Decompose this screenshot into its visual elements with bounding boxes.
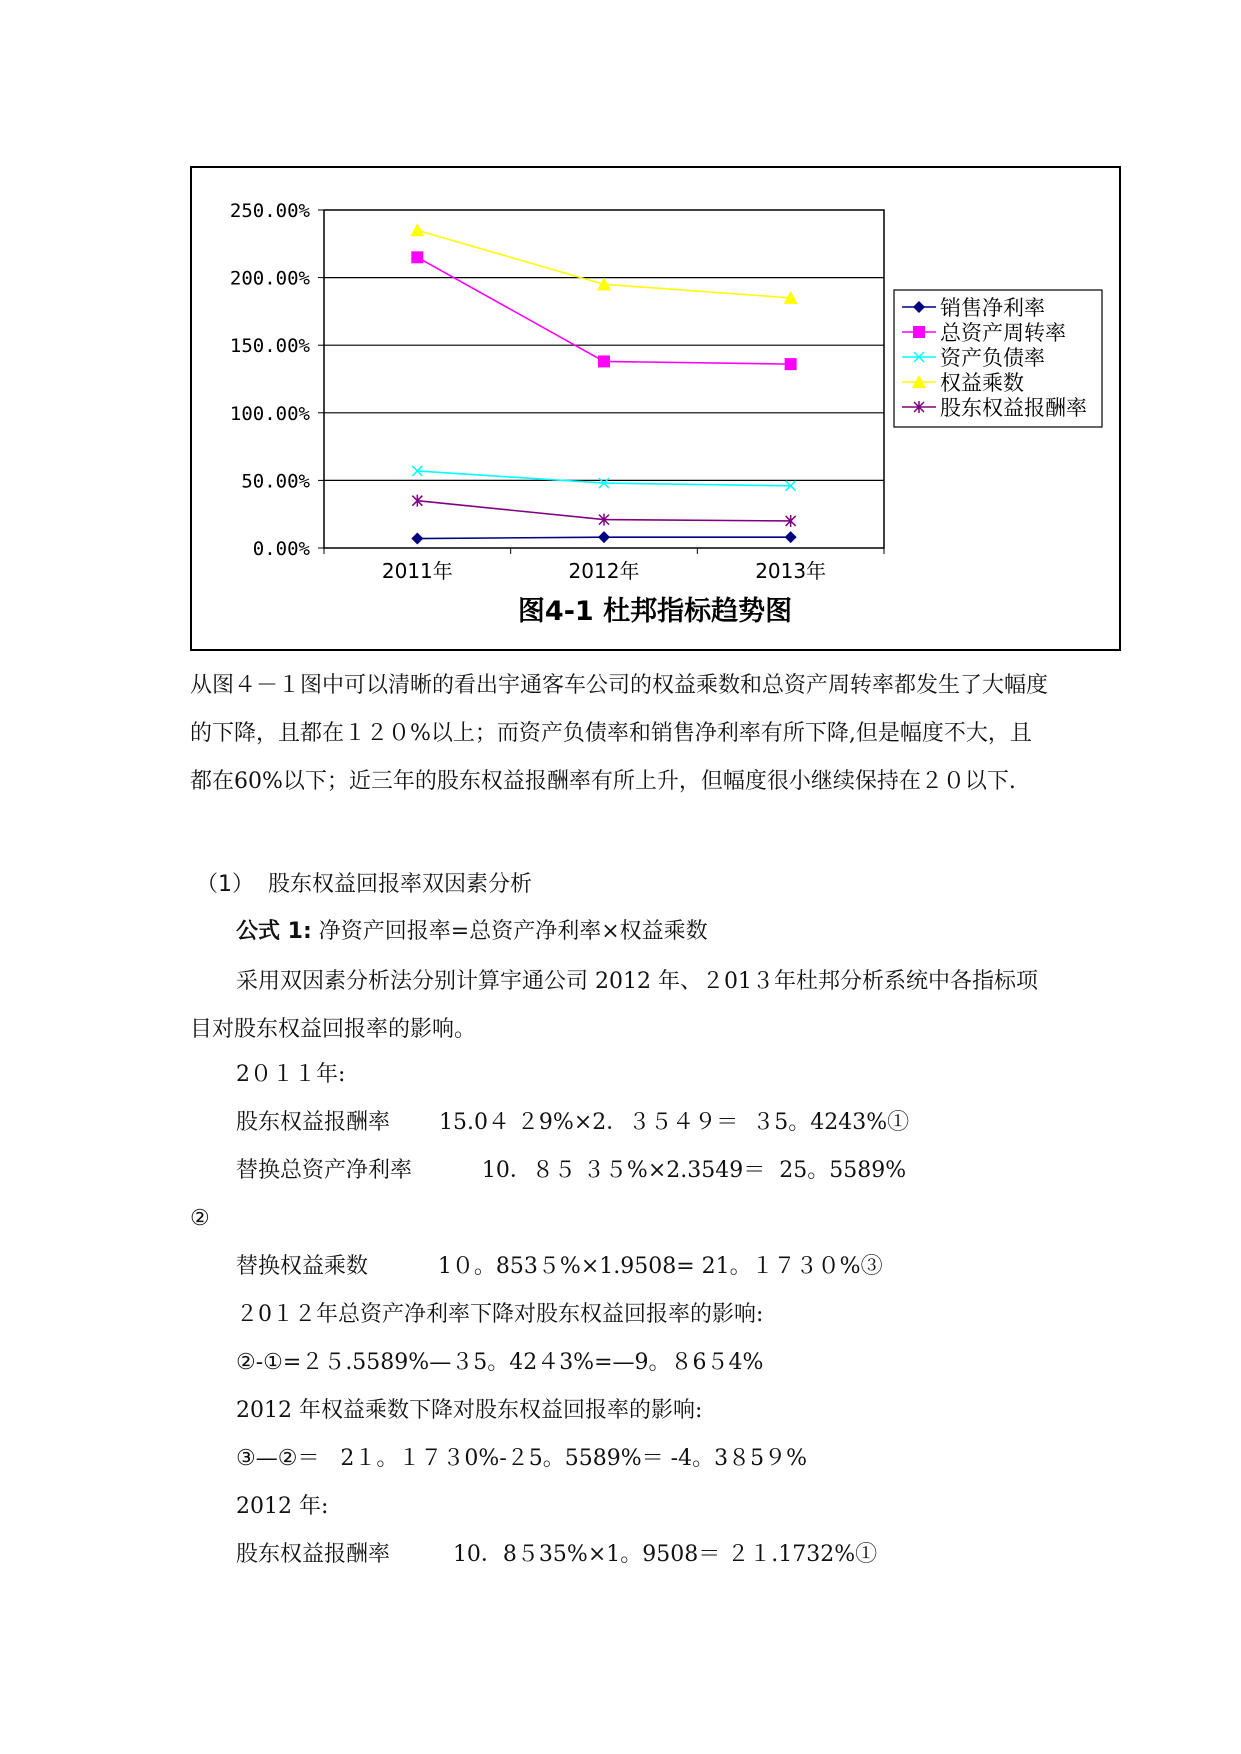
- legend-label: 资产负债率: [940, 346, 1045, 370]
- replace-equity-line: 替换权益乘数 1０。853５%×1.9508= 21。１７３０%③: [236, 1254, 883, 1279]
- legend-label: 股东权益报酬率: [940, 396, 1087, 420]
- replace-assets-line: 替换总资产净利率 10．８５ ３５%×2.3549＝ 25。5589%: [236, 1158, 907, 1183]
- paragraph-analysis: 从图４－１图中可以清晰的看出宇通客车公司的权益乘数和总资产周转率都发生了大幅度的下降，且都在１２０%以上；而资产负债率和销售净利率有所下降,但是幅度不大，且都在60%以下；近三年的股东权益报酬率有所上升，但幅度很小继续保持在２０以下.: [190, 673, 1049, 794]
- legend-label: 销售净利率: [940, 296, 1045, 320]
- y-tick-label: 250.00%: [229, 200, 310, 222]
- roe-2012-line: 股东权益报酬率 10．8５35%×1。9508＝ ２１.1732%①: [236, 1542, 878, 1567]
- x-tick-label: 2013年: [755, 559, 827, 583]
- formula-line: [236, 917, 708, 947]
- data-point: [598, 355, 610, 367]
- roe-2011-line: 股东权益报酬率 15.0４ ２9%×2．３５４９＝ ３5。4243%①: [236, 1110, 910, 1135]
- year-2011-label: 2０１１年:: [236, 1062, 346, 1087]
- y-tick-label: 150.00%: [229, 335, 310, 358]
- dupont-trend-chart: [192, 168, 1119, 649]
- paragraph-method: 采用双因素分析法分别计算宇通公司 2012 年、２01３年杜邦分析系统中各指标项目对股东权益回报率的影响。: [190, 969, 1038, 1042]
- legend-label: 总资产周转率: [940, 321, 1066, 345]
- formula-text: 净资产回报率=总资产净利率×权益乘数: [311, 919, 708, 944]
- chart-frame: [190, 166, 1121, 651]
- y-tick-label: 50.00%: [241, 470, 310, 493]
- assets-effect-title: ２0１２年总资产净利率下降对股东权益回报率的影响:: [236, 1302, 764, 1327]
- x-tick-label: 2011年: [381, 559, 453, 583]
- chart-title: 图4-1 杜邦指标趋势图: [517, 596, 793, 627]
- plot-area: [324, 210, 884, 548]
- equity-effect-title: 2012 年权益乘数下降对股东权益回报率的影响:: [236, 1398, 703, 1423]
- data-point: [785, 358, 797, 370]
- data-point: [913, 326, 925, 338]
- formula-label: 公式 1:: [236, 919, 312, 944]
- y-tick-label: 100.00%: [229, 402, 310, 425]
- equity-effect-calc: ③—②＝ 2１。１７３0%-２5。5589%＝ -4。3８5９%: [236, 1446, 807, 1471]
- section-heading: （1） 股东权益回报率双因素分析: [196, 872, 532, 897]
- x-tick-label: 2012年: [568, 559, 640, 583]
- year-2012-label: 2012 年:: [236, 1494, 329, 1519]
- assets-effect-calc: ②-①=２５.5589%—３5。42４3%=—9。８6５4%: [236, 1350, 764, 1375]
- y-tick-label: 0.00%: [252, 538, 310, 560]
- data-point: [411, 251, 423, 263]
- circle-two-mark: ②: [190, 1206, 210, 1231]
- legend-label: 权益乘数: [940, 371, 1024, 395]
- y-tick-label: 200.00%: [229, 267, 310, 290]
